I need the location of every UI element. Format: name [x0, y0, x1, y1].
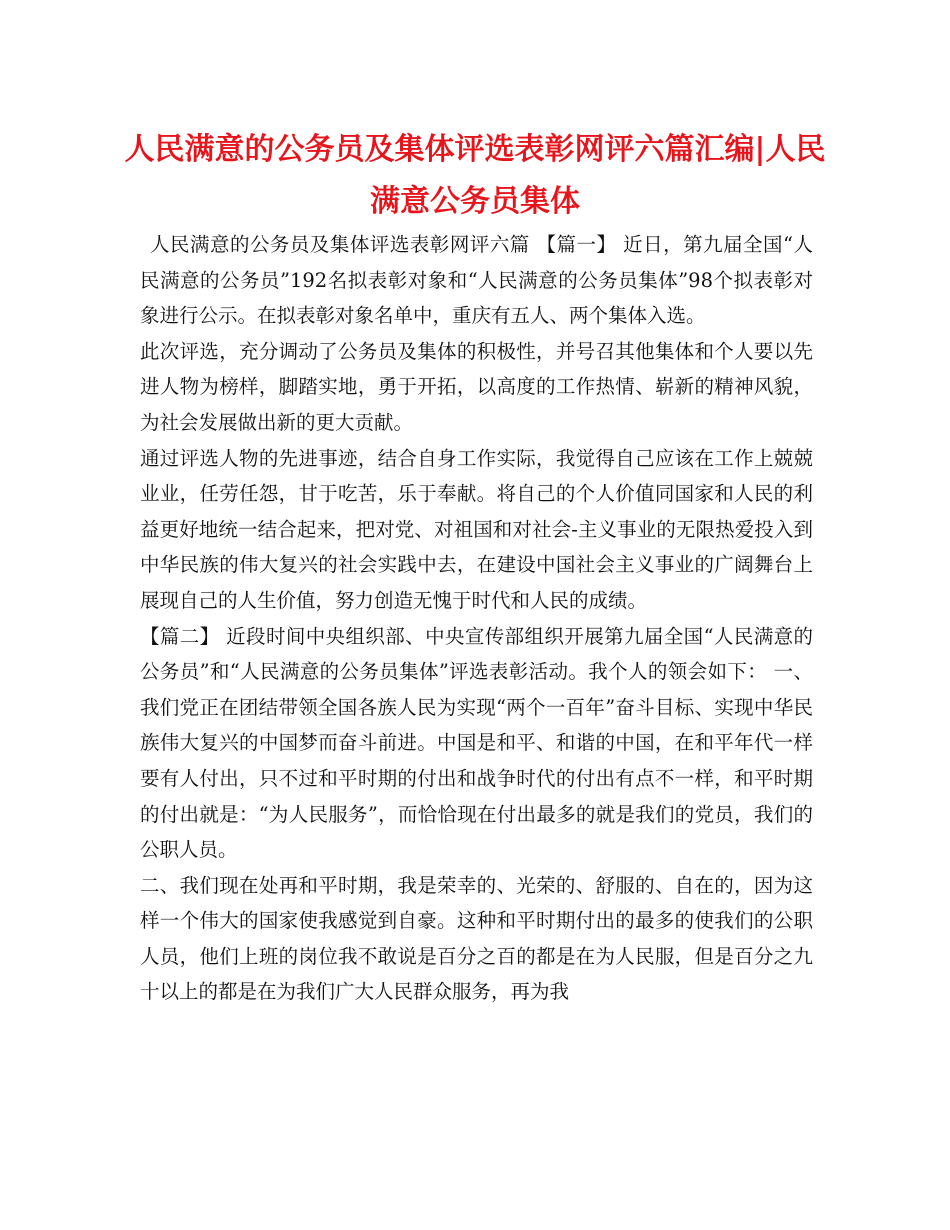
paragraph-3: 通过评选人物的先进事迹，结合自身工作实际，我觉得自己应该在工作上兢兢业业，任劳任怨，甘于吃苦，乐于奉献。将自己的个人价值同国家和人民的利益更好地统一结合起来，把对党、对祖国和对社会-主义事业的无限热爱投入到中华民族的伟大复兴的社会实践中去，在建设中国社会主义事业的广阔舞台上展现自己的人生价值，努力创造无愧于时代和人民的成绩。: [140, 446, 813, 612]
document-body: [140, 227, 813, 1010]
paragraph-1: 人民满意的公务员及集体评选表彰网评六篇 【篇一】 近日，第九届全国“人民满意的公务员”192名拟表彰对象和“人民满意的公务员集体”98个拟表彰对象进行公示。在拟表彰对象名单中，重庆有五人、两个集体入选。: [140, 233, 813, 328]
paragraph-2: 此次评选，充分调动了公务员及集体的积极性，并号召其他集体和个人要以先进人物为榜样，脚踏实地，勇于开拓，以高度的工作热情、崭新的精神风貌，为社会发展做出新的更大贡献。: [140, 339, 813, 434]
paragraph-5: 二、我们现在处再和平时期，我是荣幸的、光荣的、舒服的、自在的，因为这样一个伟大的国家使我感觉到自豪。这种和平时期付出的最多的使我们的公职人员，他们上班的岗位我不敢说是百分之百的都是在为人民服，但是百分之九十以上的都是在为我们广大人民群众服务，再为我: [140, 873, 813, 1004]
document-title: 人民满意的公务员及集体评选表彰网评六篇汇编|人民满意公务员集体: [124, 132, 826, 219]
paragraph-4: 【篇二】 近段时间中央组织部、中央宣传部组织开展第九届全国“人民满意的公务员”和“人民满意的公务员集体”评选表彰活动。我个人的领会如下： 一、我们党正在团结带领全国各族人民为实现“两个一百年”奋斗目标、实现中华民族伟大复兴的中国梦而奋斗前进。中国是和平、和谐的中国，在和平年代一样要有人付出，只不过和平时期的付出和战争时代的付出有点不一样，和平时期的付出就是：“为人民服务”，而恰恰现在付出最多的就是我们的党员，我们的公职人员。: [140, 624, 813, 862]
